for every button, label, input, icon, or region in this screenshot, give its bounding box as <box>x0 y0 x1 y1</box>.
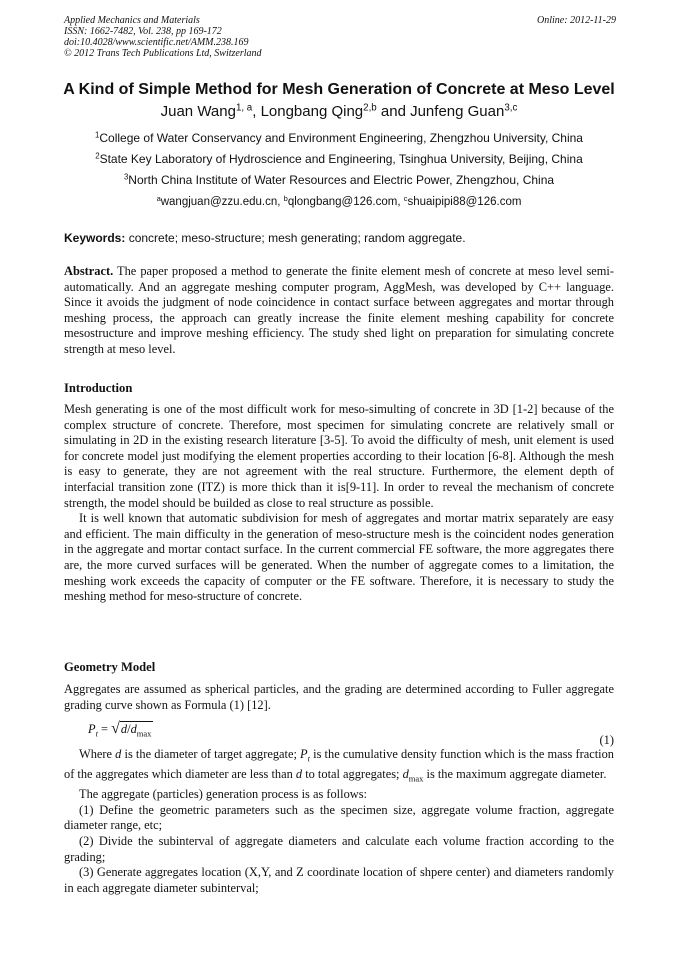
abstract-text: The paper proposed a method to generate the finite element mesh of concrete at meso level semi-automatically. And an aggregate meshing computer program, AggMesh, was developed by C++ language. Since it avoids the judgment of node coincidence in contact surface between aggregates and mortar through meshing process, the approach can greatly increase the finite element meshing capability for concrete mesostructure and improve meshing efficiency. The study shed light on preparation for simulating concrete strength at meso level. <box>64 264 614 356</box>
sqrt-radical-icon: √ <box>111 720 120 737</box>
affiliation-superscript: 2 <box>95 151 100 161</box>
author-superscript: 2,b <box>363 102 377 114</box>
paragraph: The aggregate (particles) generation process is as follows: <box>79 787 367 802</box>
formula-slash: / <box>127 722 131 736</box>
text-run: is the diameter of target aggregate; <box>121 747 301 761</box>
formula-number: (1) <box>599 733 614 747</box>
formula-1 <box>64 716 614 748</box>
formula-symbol: d <box>130 722 137 736</box>
keywords-text: concrete; meso-structure; mesh generating; random aggregate. <box>125 231 466 245</box>
formula-radicand <box>120 721 154 738</box>
author-separator: , <box>252 103 261 120</box>
author-name: Junfeng Guan <box>410 103 505 120</box>
affiliation-text: North China Institute of Water Resources and Electric Power, Zhengzhou, China <box>128 173 555 187</box>
author-emails <box>20 194 658 210</box>
email-superscript: a <box>156 193 161 203</box>
geometry-intro <box>64 682 614 713</box>
math-subscript: t <box>307 753 310 764</box>
abstract <box>64 264 614 358</box>
paragraph: Mesh generating is one of the most difficult work for meso-simulting of concrete in 3D [1-2] because of the complex structure of concrete. Therefore, most specimen for simulating concrete are relatively small or simulating in 2D in the existing research literature [3-5]. To avoid the difficulty of mesh, unit element is used for concrete model just modifying the element properties according to their location [6-8]. Although the mesh is easy to generate, they are not agreement with the real structure. Furthermore, the element depth of interfacial transition zone (ITZ) is more thick than it is[9-11]. In order to reveal the mechanism of concrete strength, the model should be builded as close to real structure as possible. <box>64 402 614 510</box>
math-symbol: d <box>115 747 122 761</box>
math-symbol: d <box>295 767 303 782</box>
email-address: shuaipipi88@126.com <box>407 196 522 208</box>
section-heading-geometry-model: Geometry Model <box>64 660 156 674</box>
section-heading-introduction: Introduction <box>64 381 133 395</box>
online-date: Online: 2012-11-29 <box>537 15 616 26</box>
affiliation-1 <box>20 130 658 146</box>
journal-name: Applied Mechanics and Materials <box>64 15 200 26</box>
email-address: wangjuan@zzu.edu.cn, <box>160 196 284 208</box>
author-superscript: 1, a <box>235 102 253 114</box>
author-separator: and <box>376 103 411 120</box>
author-name: Longbang Qing <box>260 103 364 120</box>
abstract-label: Abstract. <box>64 264 114 278</box>
text-run: is the cumulative density function which is the mass fraction of the aggregates which diameter are less than <box>64 747 614 782</box>
paragraph: Aggregates are assumed as spherical particles, and the grading are determined according to Fuller aggregate grading curve shown as Formula (1) [12]. <box>64 682 614 712</box>
author-superscript: 3,c <box>504 102 518 114</box>
paragraph <box>64 747 614 787</box>
affiliation-superscript: 3 <box>123 172 129 182</box>
text-run: Where <box>79 747 116 761</box>
text-run: is the maximum aggregate diameter. <box>423 767 607 782</box>
formula-equals: = <box>97 722 112 736</box>
affiliation-text: State Key Laboratory of Hydroscience and Engineering, Tsinghua University, Beijing, China <box>99 152 583 166</box>
keywords <box>64 230 616 246</box>
list-item: (3) Generate aggregates location (X,Y, and Z coordinate location of shpere center) and diameters randomly in each aggregate diameter subinterval; <box>64 865 614 895</box>
keywords-label: Keywords: <box>64 231 126 245</box>
paragraph: It is well known that automatic subdivision for mesh of aggregates and mortar matrix separately are easy and efficient. The main difficulty in the generation of meso-structure mesh is the coincident nodes generation in the aggregate and mortar contact surface. In the current commercial FE software, the more aggregates there are, the more curved surfaces will be generated. When the number of aggregate comes to a limitation, the meshing work exceeds the capacity of computer or the FE software. Therefore, it is necessary to study the meshing method for meso-structure of concrete. <box>64 511 614 604</box>
geometry-body <box>64 747 614 896</box>
formula-subscript: t <box>95 728 98 739</box>
journal-header <box>64 15 616 59</box>
journal-doi: doi:10.4028/www.scientific.net/AMM.238.169 <box>64 37 249 48</box>
formula-subscript: max <box>136 728 152 739</box>
math-subscript: max <box>408 773 424 784</box>
journal-copyright: © 2012 Trans Tech Publications Ltd, Switzerland <box>64 48 262 59</box>
math-symbol: d <box>402 767 409 782</box>
affiliation-3 <box>20 172 658 188</box>
affiliation-2 <box>20 151 658 167</box>
affiliation-text: College of Water Conservancy and Environment Engineering, Zhengzhou University, China <box>99 131 583 145</box>
math-symbol: P <box>300 747 308 761</box>
email-superscript: b <box>283 193 288 203</box>
text-run: to total aggregates; <box>302 767 403 782</box>
email-address: qlongbang@126.com, <box>287 196 404 208</box>
affiliation-superscript: 1 <box>95 130 100 140</box>
formula-symbol: d <box>120 722 128 736</box>
author-list <box>30 102 648 122</box>
introduction-body <box>64 402 614 605</box>
formula-expression <box>88 720 153 738</box>
list-item: (1) Define the geometric parameters such as the specimen size, aggregate volume fraction, aggregate diameter range, etc; <box>64 802 614 833</box>
formula-symbol: P <box>88 722 96 736</box>
list-item: (2) Divide the subinterval of aggregate diameters and calculate each volume fraction according to the grading; <box>64 833 614 864</box>
journal-issn: ISSN: 1662-7482, Vol. 238, pp 169-172 <box>64 26 222 37</box>
author-name: Juan Wang <box>160 103 236 120</box>
paper-title: A Kind of Simple Method for Mesh Generation of Concrete at Meso Level <box>63 81 615 98</box>
email-superscript: c <box>403 193 408 203</box>
